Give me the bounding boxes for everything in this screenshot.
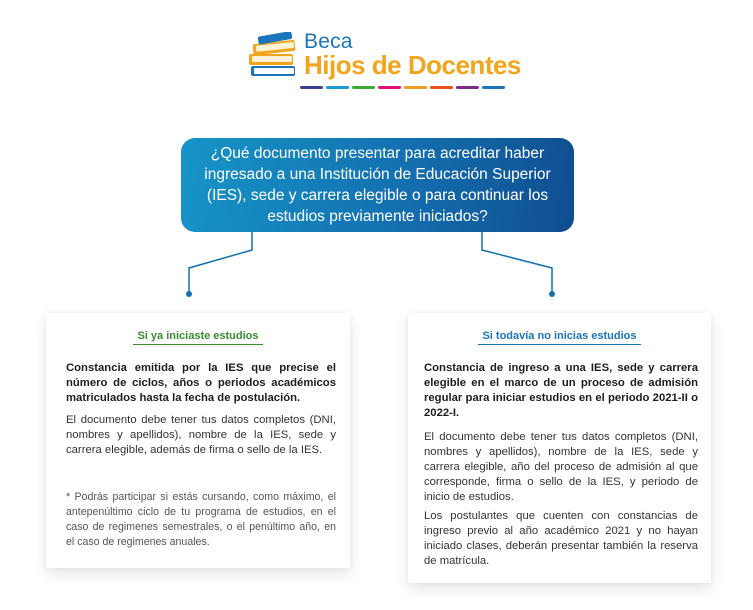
left-paragraph-1: Constancia emitida por la IES que precise el número de ciclos, años o periodos académicos matriculados hasta la fecha de postulación. [66,362,336,404]
logo-bar-segment [456,86,479,89]
question-box [181,138,574,232]
books-icon [248,32,300,82]
left-paragraph-2: El documento debe tener tus datos completos (DNI, nombres y apellidos), nombre de la IES, sede y carrera elegible, además de firma o sello de la IES. [66,414,336,456]
logo-bar-segment [378,86,401,89]
logo-bar-segment [326,86,349,89]
right-paragraph-2: El documento debe tener tus datos completos (DNI, nombres y apellidos), nombre de la IES, sede y carrera elegible, año del proceso de admisión al que corresponde, firma o sello de la IES, y periodo de inicio de estudios. [424,431,698,503]
logo-bar-segment [352,86,375,89]
card-already-studying [46,313,350,568]
connector-left [189,232,252,292]
beca-logo [248,28,521,98]
question-text: ¿Qué documento presentar para acreditar haber ingresado a una Institución de Educación Superior (IES), sede y carrera elegible o para continuar los estudios previamente iniciados? [204,145,551,225]
logo-bar-segment [404,86,427,89]
card-not-yet-studying [408,313,711,583]
connector-right [482,232,552,292]
card-heading: Si ya iniciaste estudios [46,313,350,342]
logo-bar-segment [482,86,505,89]
logo-bar-segment [300,86,323,89]
connector-left-dot [186,291,192,297]
right-paragraph-3: Los postulantes que cuenten con constancias de ingreso previo al año académico 2021 y no hayan iniciado clases, deberán presentar también la reserva de matrícula. [424,510,698,567]
logo-title-line2: Hijos de Docentes [304,50,521,80]
logo-color-bar [300,86,505,90]
right-paragraph-1: Constancia de ingreso a una IES, sede y carrera elegible en el marco de un proceso de admisión regular para iniciar estudios en el periodo 2021-II o 2022-I. [424,362,698,419]
left-footnote: * Podrás participar si estás cursando, como máximo, el antepenúltimo ciclo de tu programa de estudios, en el caso de regimenes semestrales, o el penúltimo año, en el caso de regimenes anuales. [66,491,336,548]
logo-bar-segment [430,86,453,89]
logo-title-line1: Beca [304,30,353,53]
connector-right-dot [549,291,555,297]
card-heading: Si todavía no inicias estudios [408,313,711,342]
